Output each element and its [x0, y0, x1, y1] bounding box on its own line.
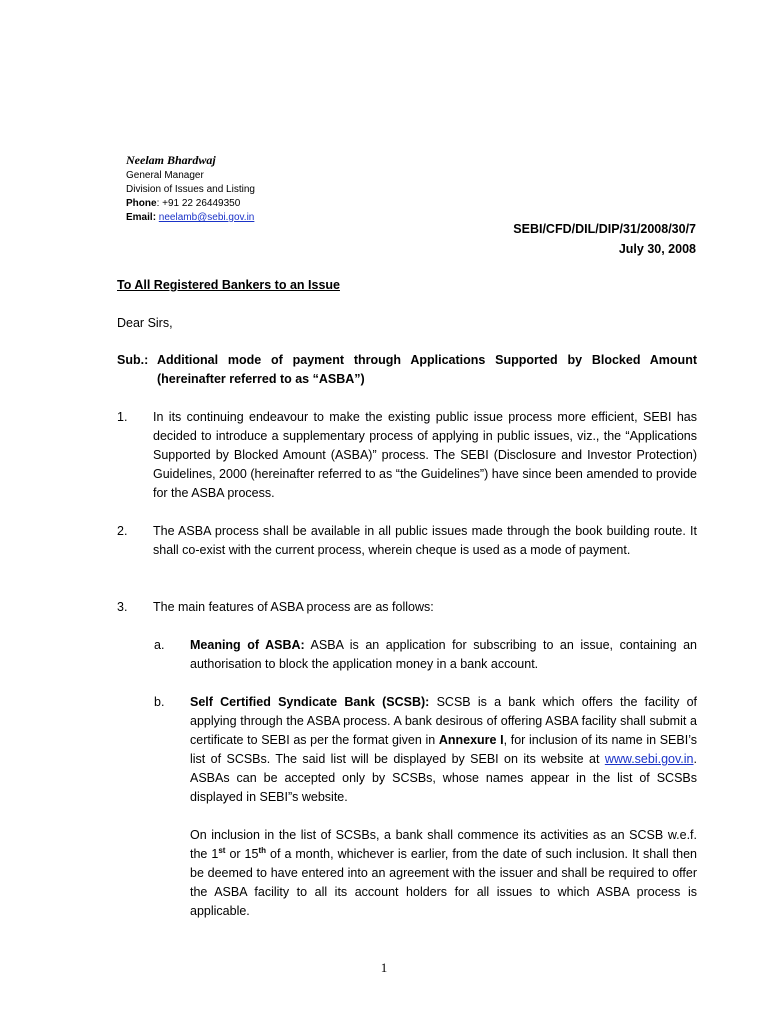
- sub-item-text: [190, 693, 697, 807]
- email-link[interactable]: neelamb@sebi.gov.in: [158, 212, 255, 223]
- paragraph-text-part-3: of a month, whichever is earlier, from the date of such inclusion. It shall then be deemed to have entered into an agreement with the issuer and shall be required to offer the ASBA facility to all its account holders for all issues to which ASBA process is applicable.: [190, 847, 697, 918]
- reference-block: [513, 219, 696, 259]
- sub-item-a: [154, 636, 697, 674]
- numbered-item-1: [117, 408, 697, 503]
- sender-signature-name: Neelam Bhardwaj: [126, 153, 216, 167]
- sub-item-letter: b.: [154, 695, 165, 709]
- item-number: 2.: [117, 524, 128, 538]
- email-label: Email: [126, 212, 153, 223]
- sub-item-b-paragraph-2: [190, 826, 697, 921]
- subject-text: Additional mode of payment through Applications Supported by Blocked Amount (hereinafter referred to as “ASBA”): [157, 353, 697, 386]
- website-link[interactable]: www.sebi.gov.in: [604, 752, 694, 766]
- reference-number: SEBI/CFD/DIL/DIP/31/2008/30/7: [513, 222, 696, 236]
- sender-phone-line: [126, 197, 255, 211]
- page-number: 1: [380, 960, 388, 975]
- annexure-reference: Annexure I: [438, 733, 504, 747]
- ordinal-suffix-st: st: [218, 845, 226, 855]
- sub-item-heading: Self Certified Syndicate Bank (SCSB):: [190, 695, 430, 709]
- item-text: The ASBA process shall be available in all public issues made through the book building route. It shall co-exist with the current process, wherein cheque is used as a mode of payment.: [153, 524, 697, 557]
- sub-item-body-part-1: SCSB is a bank which offers the facility of applying through the ASBA process. A bank desirous of offering ASBA facility shall submit a certificate to SEBI as per the format given in: [190, 695, 698, 747]
- sub-item-letter: a.: [154, 638, 165, 652]
- sender-division: Division of Issues and Listing: [126, 184, 255, 195]
- item-text: In its continuing endeavour to make the existing public issue process more efficient, SEBI has decided to introduce a supplementary process of applying in public issues, viz., the “Applications Supported by Blocked Amount (ASBA)” process. The SEBI (Disclosure and Investor Protection) Guidelines, 2000 (hereinafter referred to as “the Guidelines”) have since been amended to provide for the ASBA process.: [153, 410, 697, 500]
- item-text: The main features of ASBA process are as follows:: [153, 600, 434, 614]
- numbered-item-3: [117, 598, 697, 617]
- subject-line: [117, 351, 697, 389]
- item-number: 1.: [117, 410, 128, 424]
- sub-item-body-part-3: . ASBAs can be accepted only by SCSBs, whose names appear in the list of SCSBs displayed in SEBI”s website.: [190, 752, 697, 804]
- paragraph-text-part-2: or 15: [225, 847, 259, 861]
- sub-item-text: [190, 636, 697, 674]
- sub-item-b: [154, 693, 697, 807]
- subject-label: Sub.:: [117, 353, 149, 367]
- numbered-item-2: [117, 522, 697, 560]
- sub-item-body: ASBA is an application for subscribing to an issue, containing an authorisation to block the application money in a bank account.: [190, 638, 698, 671]
- sub-item-body-part-2: , for inclusion of its name in SEBI’s list of SCSBs. The said list will be displayed by SEBI on its website at: [190, 733, 698, 766]
- phone-label: Phone: [126, 198, 157, 209]
- salutation: Dear Sirs,: [117, 316, 173, 330]
- sender-title: General Manager: [126, 170, 204, 181]
- sender-email-line: Email: neelamb@sebi.gov.in: [126, 212, 255, 223]
- reference-date: July 30, 2008: [618, 242, 696, 256]
- ordinal-suffix-th: th: [258, 845, 267, 855]
- sub-item-heading: Meaning of ASBA:: [190, 638, 305, 652]
- sender-block: [126, 152, 255, 225]
- addressee-heading: To All Registered Bankers to an Issue: [117, 278, 340, 292]
- paragraph-text-part-1: On inclusion in the list of SCSBs, a bank shall commence its activities as an SCSB w.e.f. the 1: [190, 828, 697, 861]
- item-number: 3.: [117, 600, 128, 614]
- phone-number: : +91 22 26449350: [156, 198, 241, 209]
